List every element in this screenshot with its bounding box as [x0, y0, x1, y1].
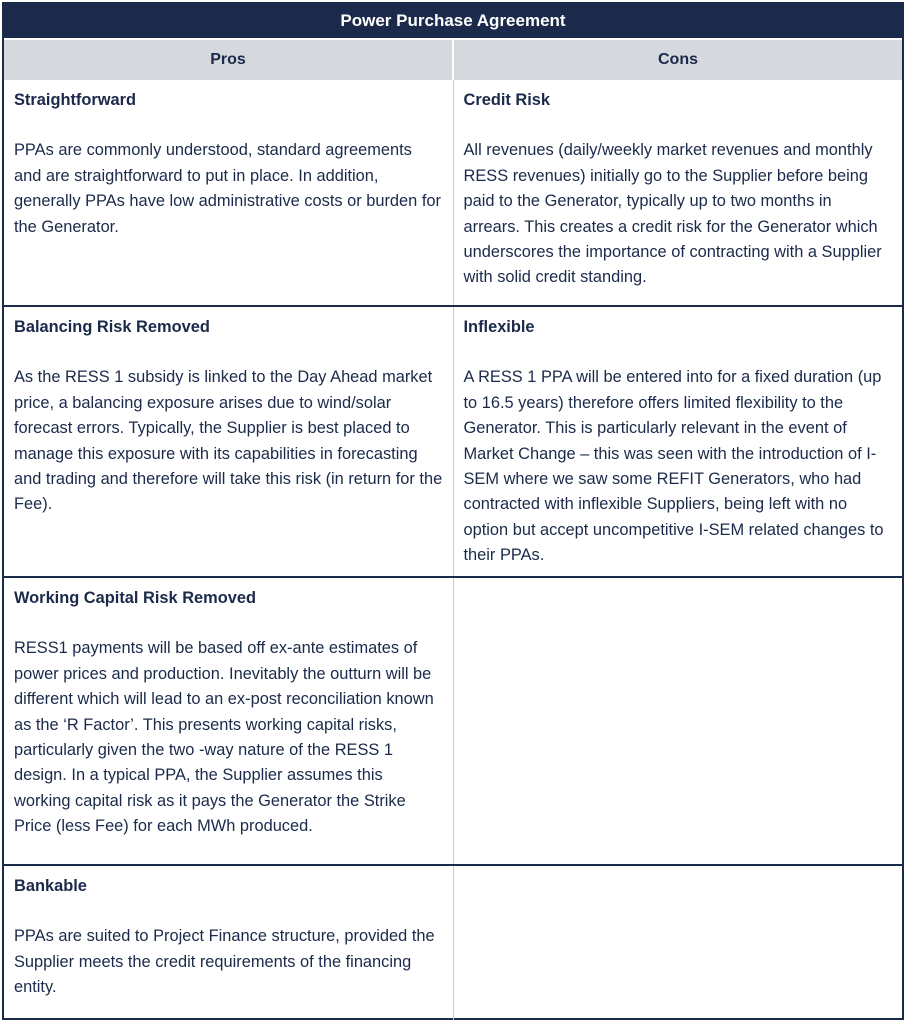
con-cell — [453, 80, 903, 305]
ppa-table — [2, 2, 904, 1020]
column-header-row — [4, 38, 902, 80]
pro-cell — [4, 578, 453, 864]
pro-title: Balancing Risk Removed — [14, 318, 210, 336]
con-cell-empty — [453, 578, 903, 864]
pros-column-header: Pros — [210, 51, 246, 68]
con-title: Inflexible — [463, 318, 535, 336]
con-cell — [453, 307, 903, 576]
con-body: A RESS 1 PPA will be entered into for a fixed duration (up to 16.5 years) therefore offers limited flexibility to the Generator. This is particularly relevant in the event of Market Change – this was seen with the introduction of I-SEM where we saw some REFIT Generators, who had contracted with inflexible Suppliers, being left with no option but accept uncompetitive I-SEM related changes to their PPAs. — [463, 368, 884, 565]
pro-cell — [4, 866, 453, 1020]
con-title: Credit Risk — [463, 91, 551, 109]
pro-title: Straightforward — [14, 91, 137, 109]
pro-body: RESS1 payments will be based off ex-ante estimates of power prices and production. Inevitably the outturn will be different which will lead to an ex-post reconciliation known as the ‘R Factor’. This presents working capital risks, particularly given the two -way nature of the RESS 1 design. In a typical PPA, the Supplier assumes this working capital risk as it pays the Generator the Strike Price (less Fee) for each MWh produced. — [14, 639, 434, 836]
con-cell-empty — [453, 866, 903, 1020]
pro-title: Working Capital Risk Removed — [14, 589, 256, 607]
table-row — [4, 80, 902, 305]
pro-title: Bankable — [14, 877, 87, 895]
table-row — [4, 864, 902, 1020]
table-title: Power Purchase Agreement — [4, 4, 902, 38]
table-row — [4, 305, 902, 576]
table-row — [4, 576, 902, 864]
pro-body: As the RESS 1 subsidy is linked to the Day Ahead market price, a balancing exposure arises due to wind/solar forecast errors. Typically, the Supplier is best placed to manage this exposure with its capabilities in forecasting and trading and therefore will take this risk (in return for the Fee). — [14, 368, 443, 514]
con-body: All revenues (daily/weekly market revenues and monthly RESS revenues) initially go to the Supplier before being paid to the Generator, typically up to two months in arrears. This creates a credit risk for the Generator which underscores the importance of contracting with a Supplier with solid credit standing. — [463, 141, 882, 287]
pro-body: PPAs are suited to Project Finance structure, provided the Supplier meets the credit requirements of the financing entity. — [14, 927, 435, 997]
table-body — [4, 80, 902, 1020]
cons-column-header: Cons — [452, 40, 902, 80]
pro-cell — [4, 80, 453, 305]
pro-body: PPAs are commonly understood, standard agreements and are straightforward to put in place. In addition, generally PPAs have low administrative costs or burden for the Generator. — [14, 141, 441, 236]
pro-cell — [4, 307, 453, 576]
